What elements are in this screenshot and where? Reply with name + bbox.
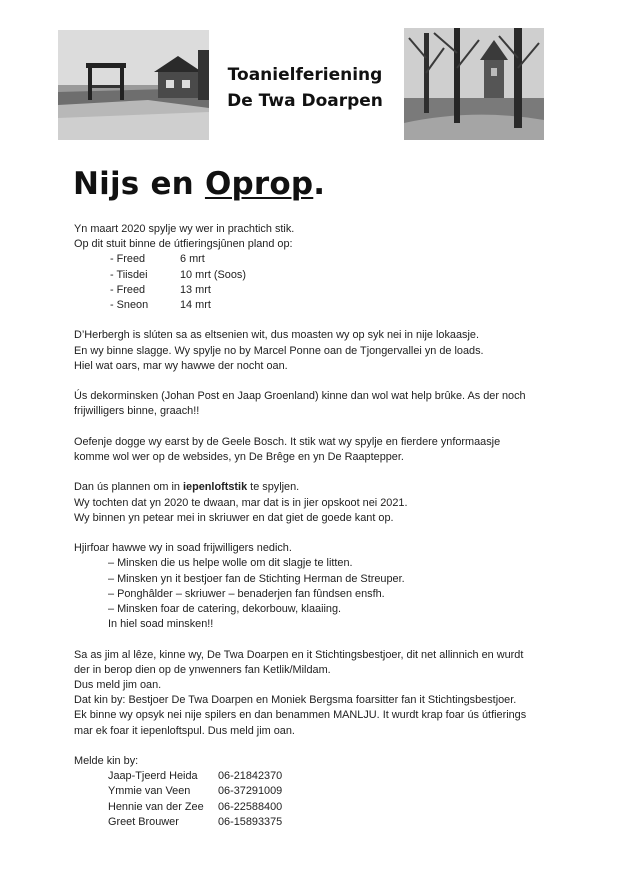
document-body bbox=[74, 222, 554, 830]
tower-photo bbox=[404, 28, 544, 140]
outdoor-bold: iepenloftstik bbox=[182, 481, 248, 494]
intro-line: Yn maart 2020 spylje wy wer in prachtich stik. bbox=[74, 223, 295, 235]
volunteer-item: – Minsken die us helpe wolle om dit slagje te litten. bbox=[108, 557, 353, 570]
outdoor-line: Wy tochten dat yn 2020 te dwaan, mar dat is in jier opskoot nei 2021. bbox=[74, 496, 408, 509]
contact-phone: 06-37291009 bbox=[218, 785, 283, 798]
contact-name: Jaap-Tjeerd Heida bbox=[108, 770, 198, 783]
outdoor-line: Wy binnen yn petear mei in skriuwer en dat giet de goede kant op. bbox=[74, 511, 394, 524]
outdoor-text: te spyljen. bbox=[247, 481, 300, 494]
contact-phone: 06-15893375 bbox=[218, 815, 283, 828]
organization-name bbox=[205, 62, 405, 114]
schedule-row bbox=[74, 252, 554, 267]
decor-line: frijwilligers binne, graach!! bbox=[74, 405, 200, 418]
schedule-row bbox=[74, 298, 554, 313]
location-line: D’Herbergh is slúten sa as eltsenien wit, dus moasten wy op syk nei in nije lokaasje. bbox=[74, 329, 479, 342]
closing-line: Dus meld jim oan. bbox=[74, 679, 162, 691]
outdoor-text: Dan ús plannen om in bbox=[74, 481, 183, 494]
volunteer-item: In hiel soad minsken!! bbox=[108, 618, 214, 631]
contact-phone: 06-22588400 bbox=[218, 800, 283, 813]
schedule-row bbox=[74, 268, 554, 283]
contact-row bbox=[74, 769, 554, 784]
outdoor-line bbox=[74, 480, 554, 495]
schedule-row bbox=[74, 283, 554, 298]
contact-row bbox=[74, 815, 554, 830]
intro-line: Op dit stuit binne de útfieringsjûnen pland op: bbox=[74, 238, 293, 251]
contact-name: Hennie van der Zee bbox=[108, 800, 204, 813]
org-name-line2: De Twa Doarpen bbox=[227, 91, 383, 111]
location-line: Hiel wat oars, mar wy hawwe der nocht oan. bbox=[74, 359, 288, 372]
closing-line: Dat kin by: Bestjoer De Twa Doarpen en Moniek Bergsma foarsitter fan it Stichtingsbestjoer. bbox=[74, 694, 517, 707]
contacts-heading: Melde kin by: bbox=[74, 755, 139, 767]
contact-name: Greet Brouwer bbox=[108, 815, 179, 828]
schedule-date: 13 mrt bbox=[180, 283, 211, 296]
volunteers-intro: Hjirfoar hawwe wy in soad frijwilligers nedich. bbox=[74, 542, 292, 555]
schedule-day: - Tiisdei bbox=[110, 268, 148, 281]
closing-line: Sa as jim al lêze, kinne wy, De Twa Doarpen en it Stichtingsbestjoer, dit net allinnich en wurdt bbox=[74, 648, 524, 661]
schedule-date: 6 mrt bbox=[180, 253, 205, 266]
schedule-date: 14 mrt bbox=[180, 299, 211, 312]
practice-line: Oefenje dogge wy earst by de Geele Bosch. It stik wat wy spylje en fierdere ynformaasje bbox=[74, 435, 501, 448]
volunteer-item: – Minsken yn it bestjoer fan de Stichting Herman de Streuper. bbox=[108, 572, 405, 585]
contact-row bbox=[74, 784, 554, 799]
schedule-day: - Freed bbox=[110, 253, 146, 266]
decor-line: Ús dekorminsken (Johan Post en Jaap Groenland) kinne dan wol wat help brûke. As der noch bbox=[74, 390, 526, 403]
closing-line: mar ek foar it iepenloftspul. Dus meld jim oan. bbox=[74, 724, 295, 737]
volunteer-item: – Minsken foar de catering, dekorbouw, klaaiing. bbox=[108, 603, 342, 615]
bridge-photo bbox=[58, 30, 209, 140]
title-part1: Nijs en bbox=[73, 166, 205, 202]
org-name-line1: Toanielferiening bbox=[227, 65, 383, 85]
volunteer-item: – Ponghâlder – skriuwer – benaderjen fan fûndsen ensfh. bbox=[108, 587, 385, 600]
title-period: . bbox=[313, 166, 326, 202]
contact-row bbox=[74, 800, 554, 815]
page-title bbox=[73, 166, 325, 202]
schedule-day: - Freed bbox=[110, 283, 146, 296]
contact-phone: 06-21842370 bbox=[218, 770, 283, 783]
contact-name: Ymmie van Veen bbox=[108, 785, 191, 798]
practice-line: komme wol wer op de websides, yn De Brêge en yn De Raaptepper. bbox=[74, 451, 404, 463]
location-line: En wy binne slagge. Wy spylje no by Marcel Ponne oan de Tjongervallei yn de loads. bbox=[74, 344, 484, 357]
closing-line: der in berop dien op de ynwenners fan Ketlik/Mildam. bbox=[74, 663, 331, 676]
schedule-day: - Sneon bbox=[110, 299, 149, 312]
schedule-date: 10 mrt (Soos) bbox=[180, 268, 246, 281]
title-underlined: Oprop bbox=[204, 166, 314, 202]
closing-line: Ek binne wy opsyk nei nije spilers en dan benammen MANLJU. It wurdt krap foar ús útfierings bbox=[74, 709, 527, 722]
